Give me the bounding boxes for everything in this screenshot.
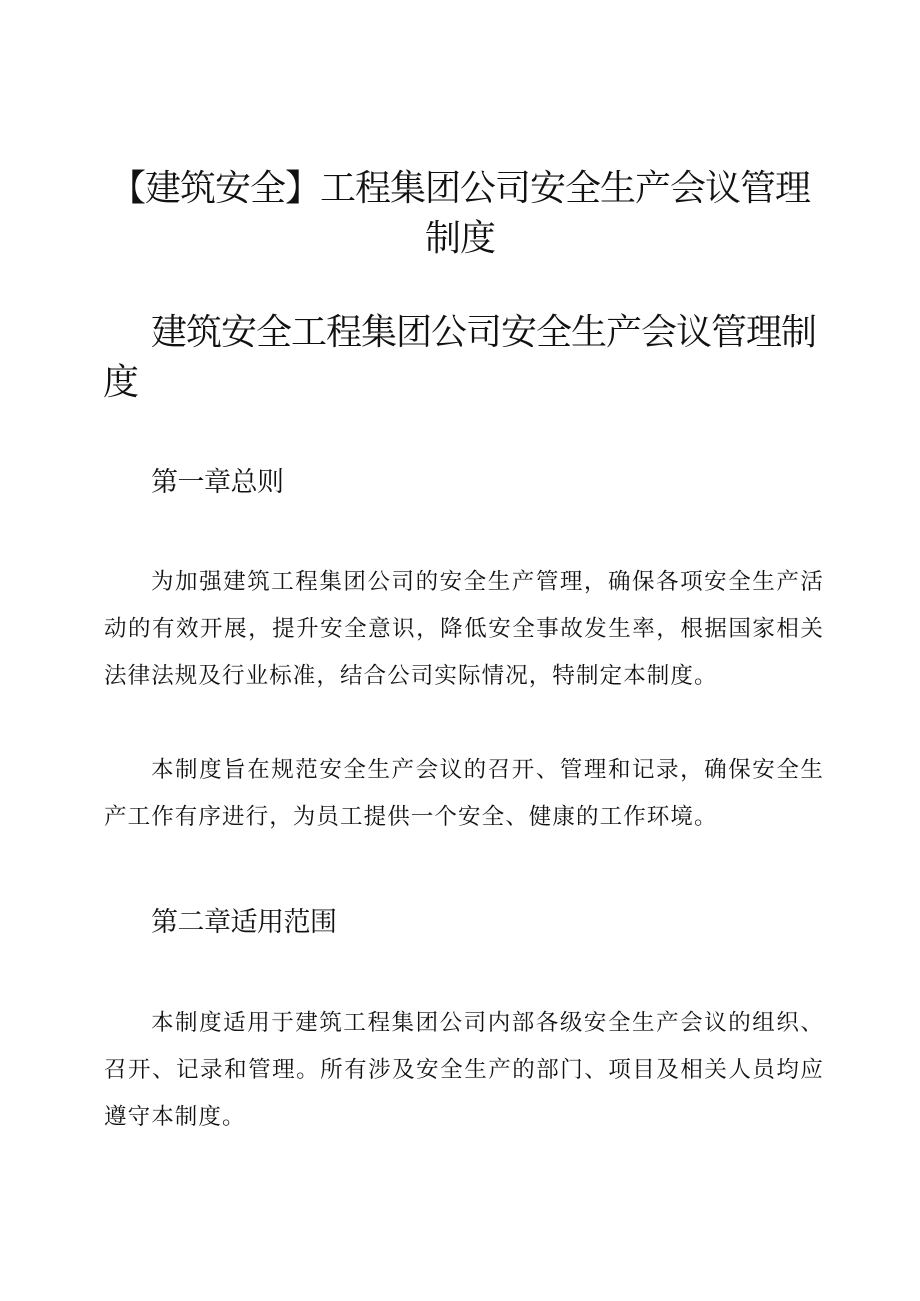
chapter-heading: 第二章适用范围 <box>151 907 337 938</box>
document-title: 【建筑安全】工程集团公司安全生产会议管理制度 <box>109 168 810 259</box>
paragraph: 本制度适用于建筑工程集团公司内部各级安全生产会议的组织、召开、记录和管理。所有涉及安全生产的部门、项目及相关人员均应遵守本制度。 <box>104 1010 824 1130</box>
paragraph: 为加强建筑工程集团公司的安全生产管理，确保各项安全生产活动的有效开展，提升安全意识，降低安全事故发生率，根据国家相关法律法规及行业标准，结合公司实际情况，特制定本制度。 <box>104 569 824 689</box>
document-subtitle: 建筑安全工程集团公司安全生产会议管理制度 <box>103 312 817 403</box>
paragraph: 本制度旨在规范安全生产会议的召开、管理和记录，确保安全生产工作有序进行，为员工提供一个安全、健康的工作环境。 <box>104 757 824 830</box>
chapter-heading: 第一章总则 <box>151 467 284 498</box>
